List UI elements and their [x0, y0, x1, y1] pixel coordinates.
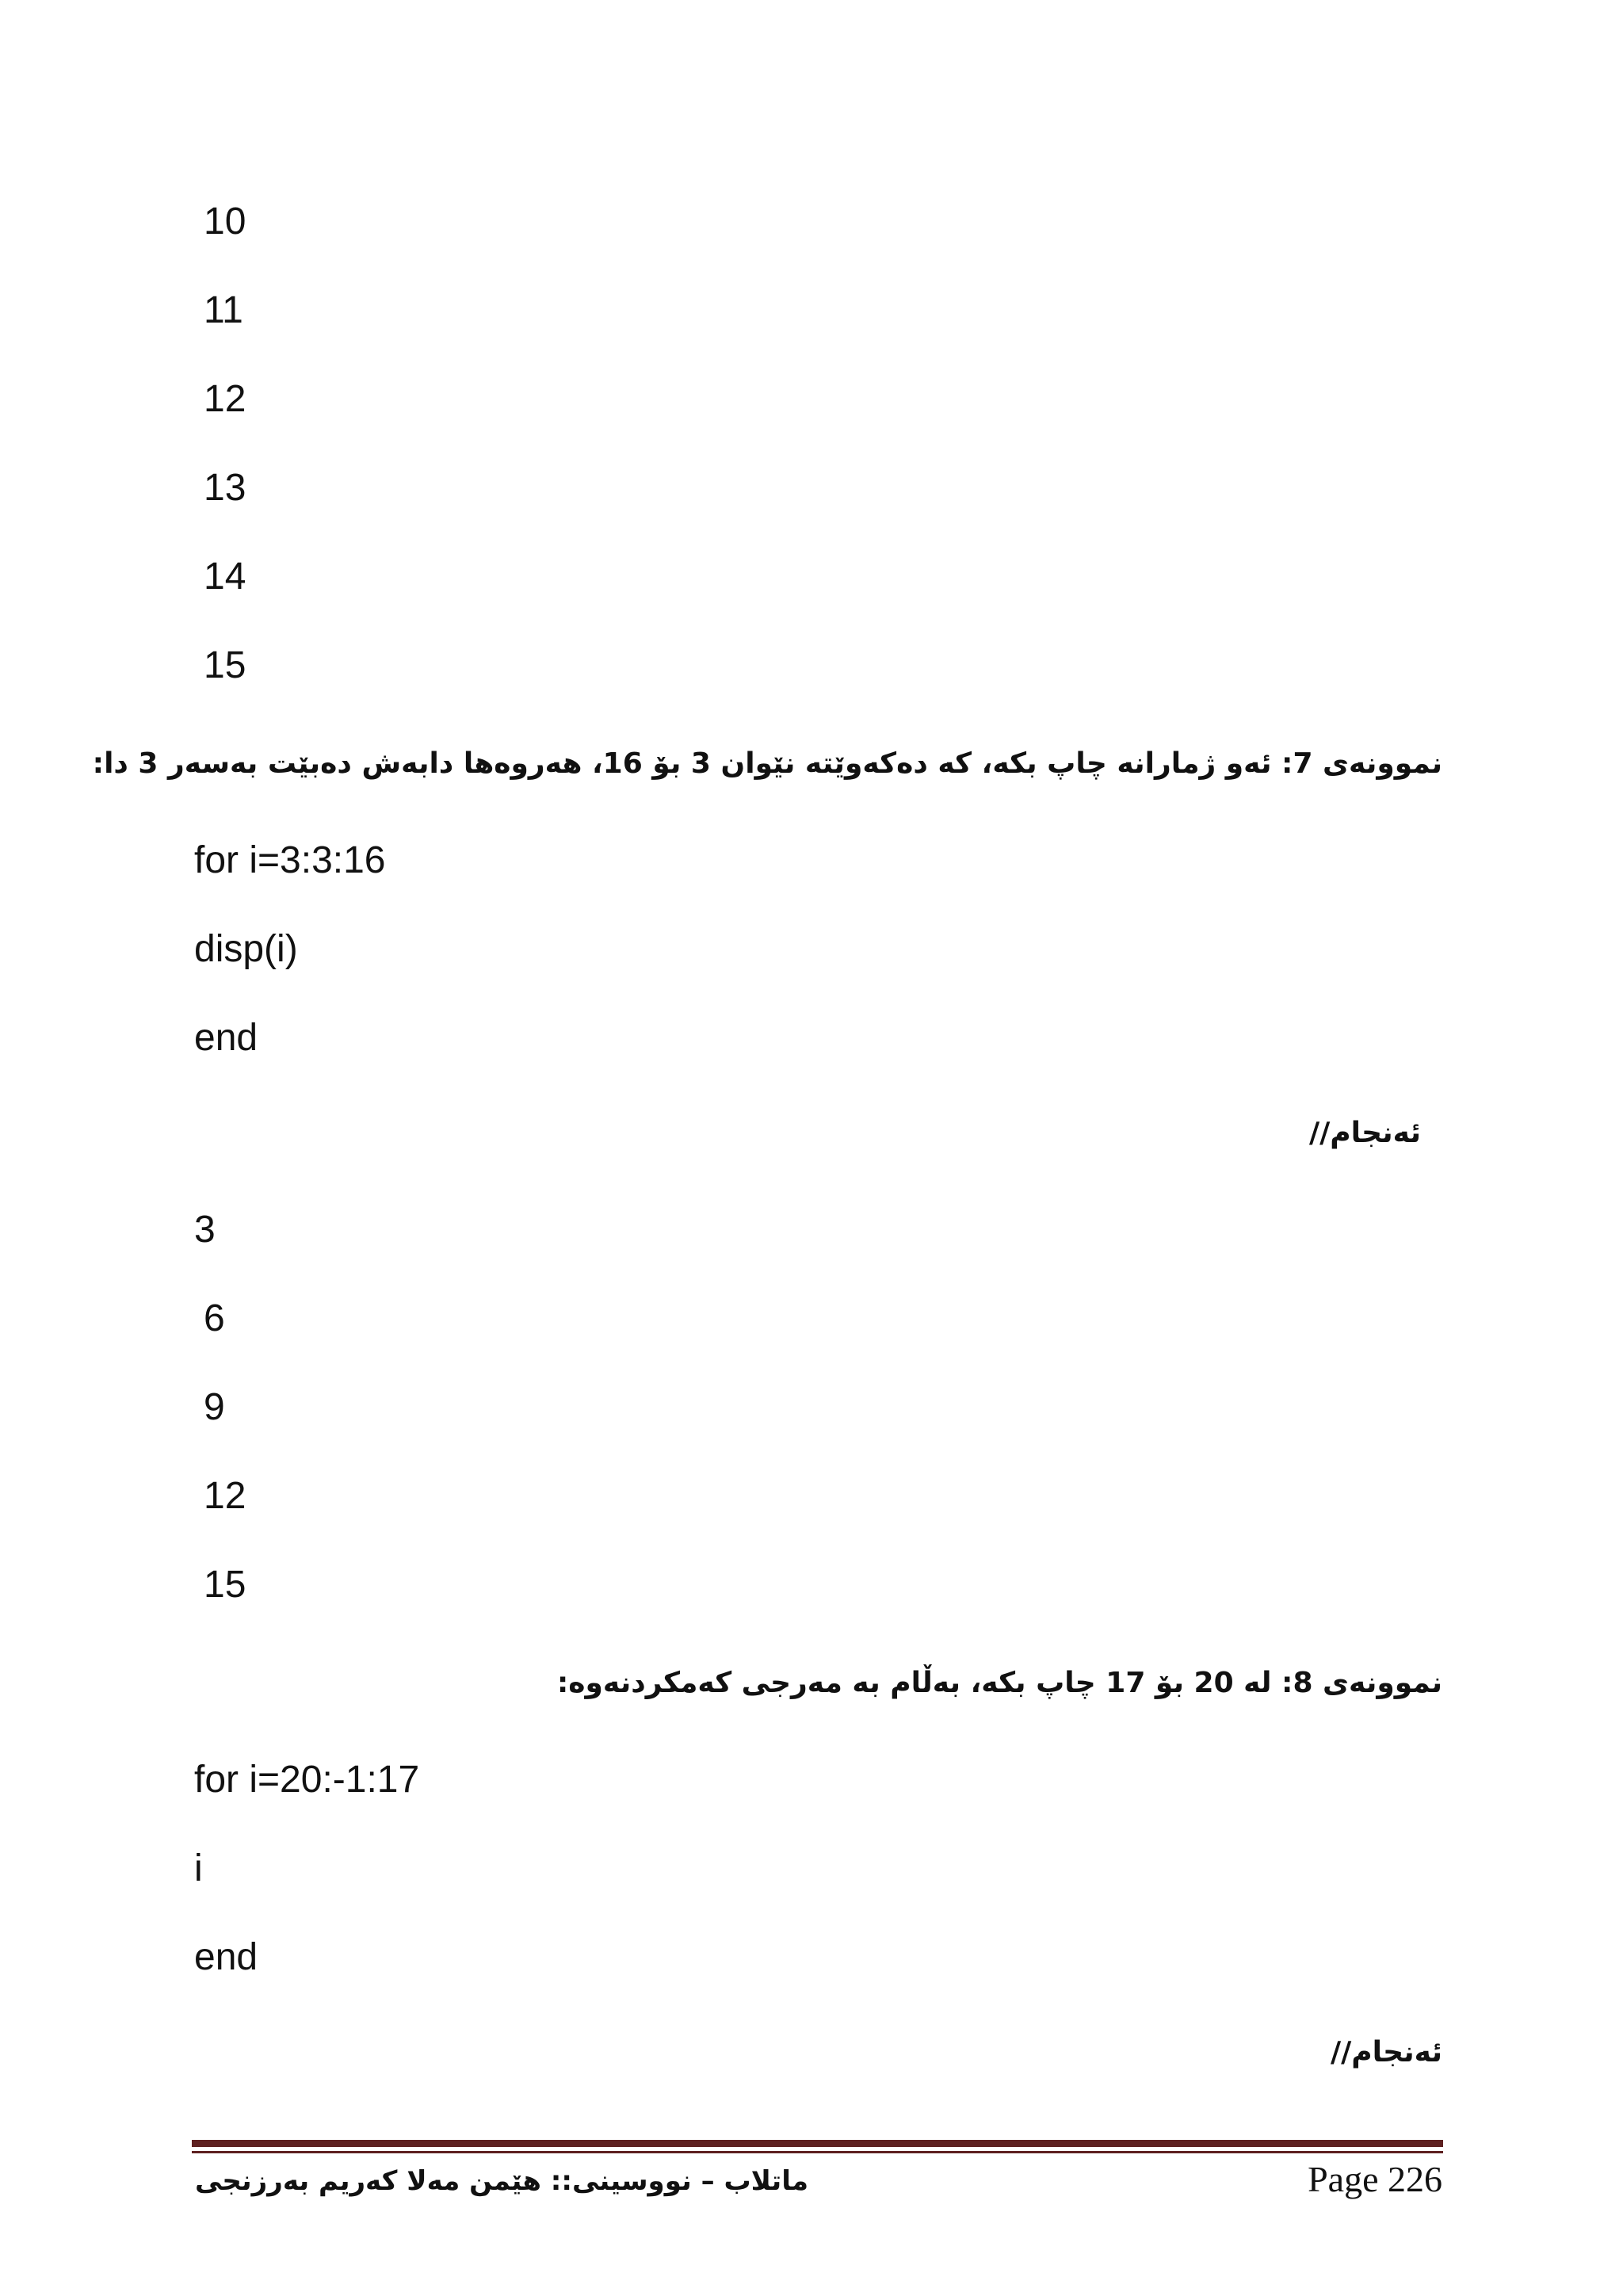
- output-line: 12: [204, 1475, 246, 1517]
- code-line: end: [194, 1936, 258, 1978]
- output-line: 14: [204, 556, 246, 598]
- code-line: i: [194, 1847, 203, 1889]
- result-label: ئەنجام//: [1330, 2036, 1442, 2069]
- output-line: 10: [204, 201, 246, 243]
- code-line: end: [194, 1017, 258, 1059]
- output-line: 15: [204, 1564, 246, 1606]
- code-line: disp(i): [194, 928, 298, 970]
- output-line: 9: [204, 1386, 225, 1428]
- code-line: for i=3:3:16: [194, 839, 386, 881]
- output-line: 11: [204, 289, 243, 331]
- footer-rule-thin: [192, 2151, 1443, 2153]
- output-line: 12: [204, 378, 246, 420]
- output-line: 13: [204, 467, 246, 509]
- output-line: 6: [204, 1297, 225, 1339]
- example-7-heading: نموونەی 7: ئەو ژمارانە چاپ بکە، کە دەکەوێتە نێوان 3 بۆ 16، هەروەها دابەش دەبێت بەسەر 3 دا:: [92, 747, 1442, 780]
- output-line: 15: [204, 644, 246, 686]
- example-8-heading: نموونەی 8: لە 20 بۆ 17 چاپ بکە، بەڵام بە مەرجی کەمکردنەوە:: [556, 1667, 1442, 1699]
- footer-rule: [192, 2140, 1443, 2147]
- page-number: Page 226: [1308, 2159, 1442, 2199]
- output-line: 3: [194, 1209, 216, 1251]
- result-label: ئەنجام//: [1308, 1117, 1421, 1149]
- footer-author: ماتلاب – نووسینی:: هێمن مەلا کەریم بەرزنجی: [195, 2165, 809, 2197]
- code-line: for i=20:-1:17: [194, 1759, 420, 1801]
